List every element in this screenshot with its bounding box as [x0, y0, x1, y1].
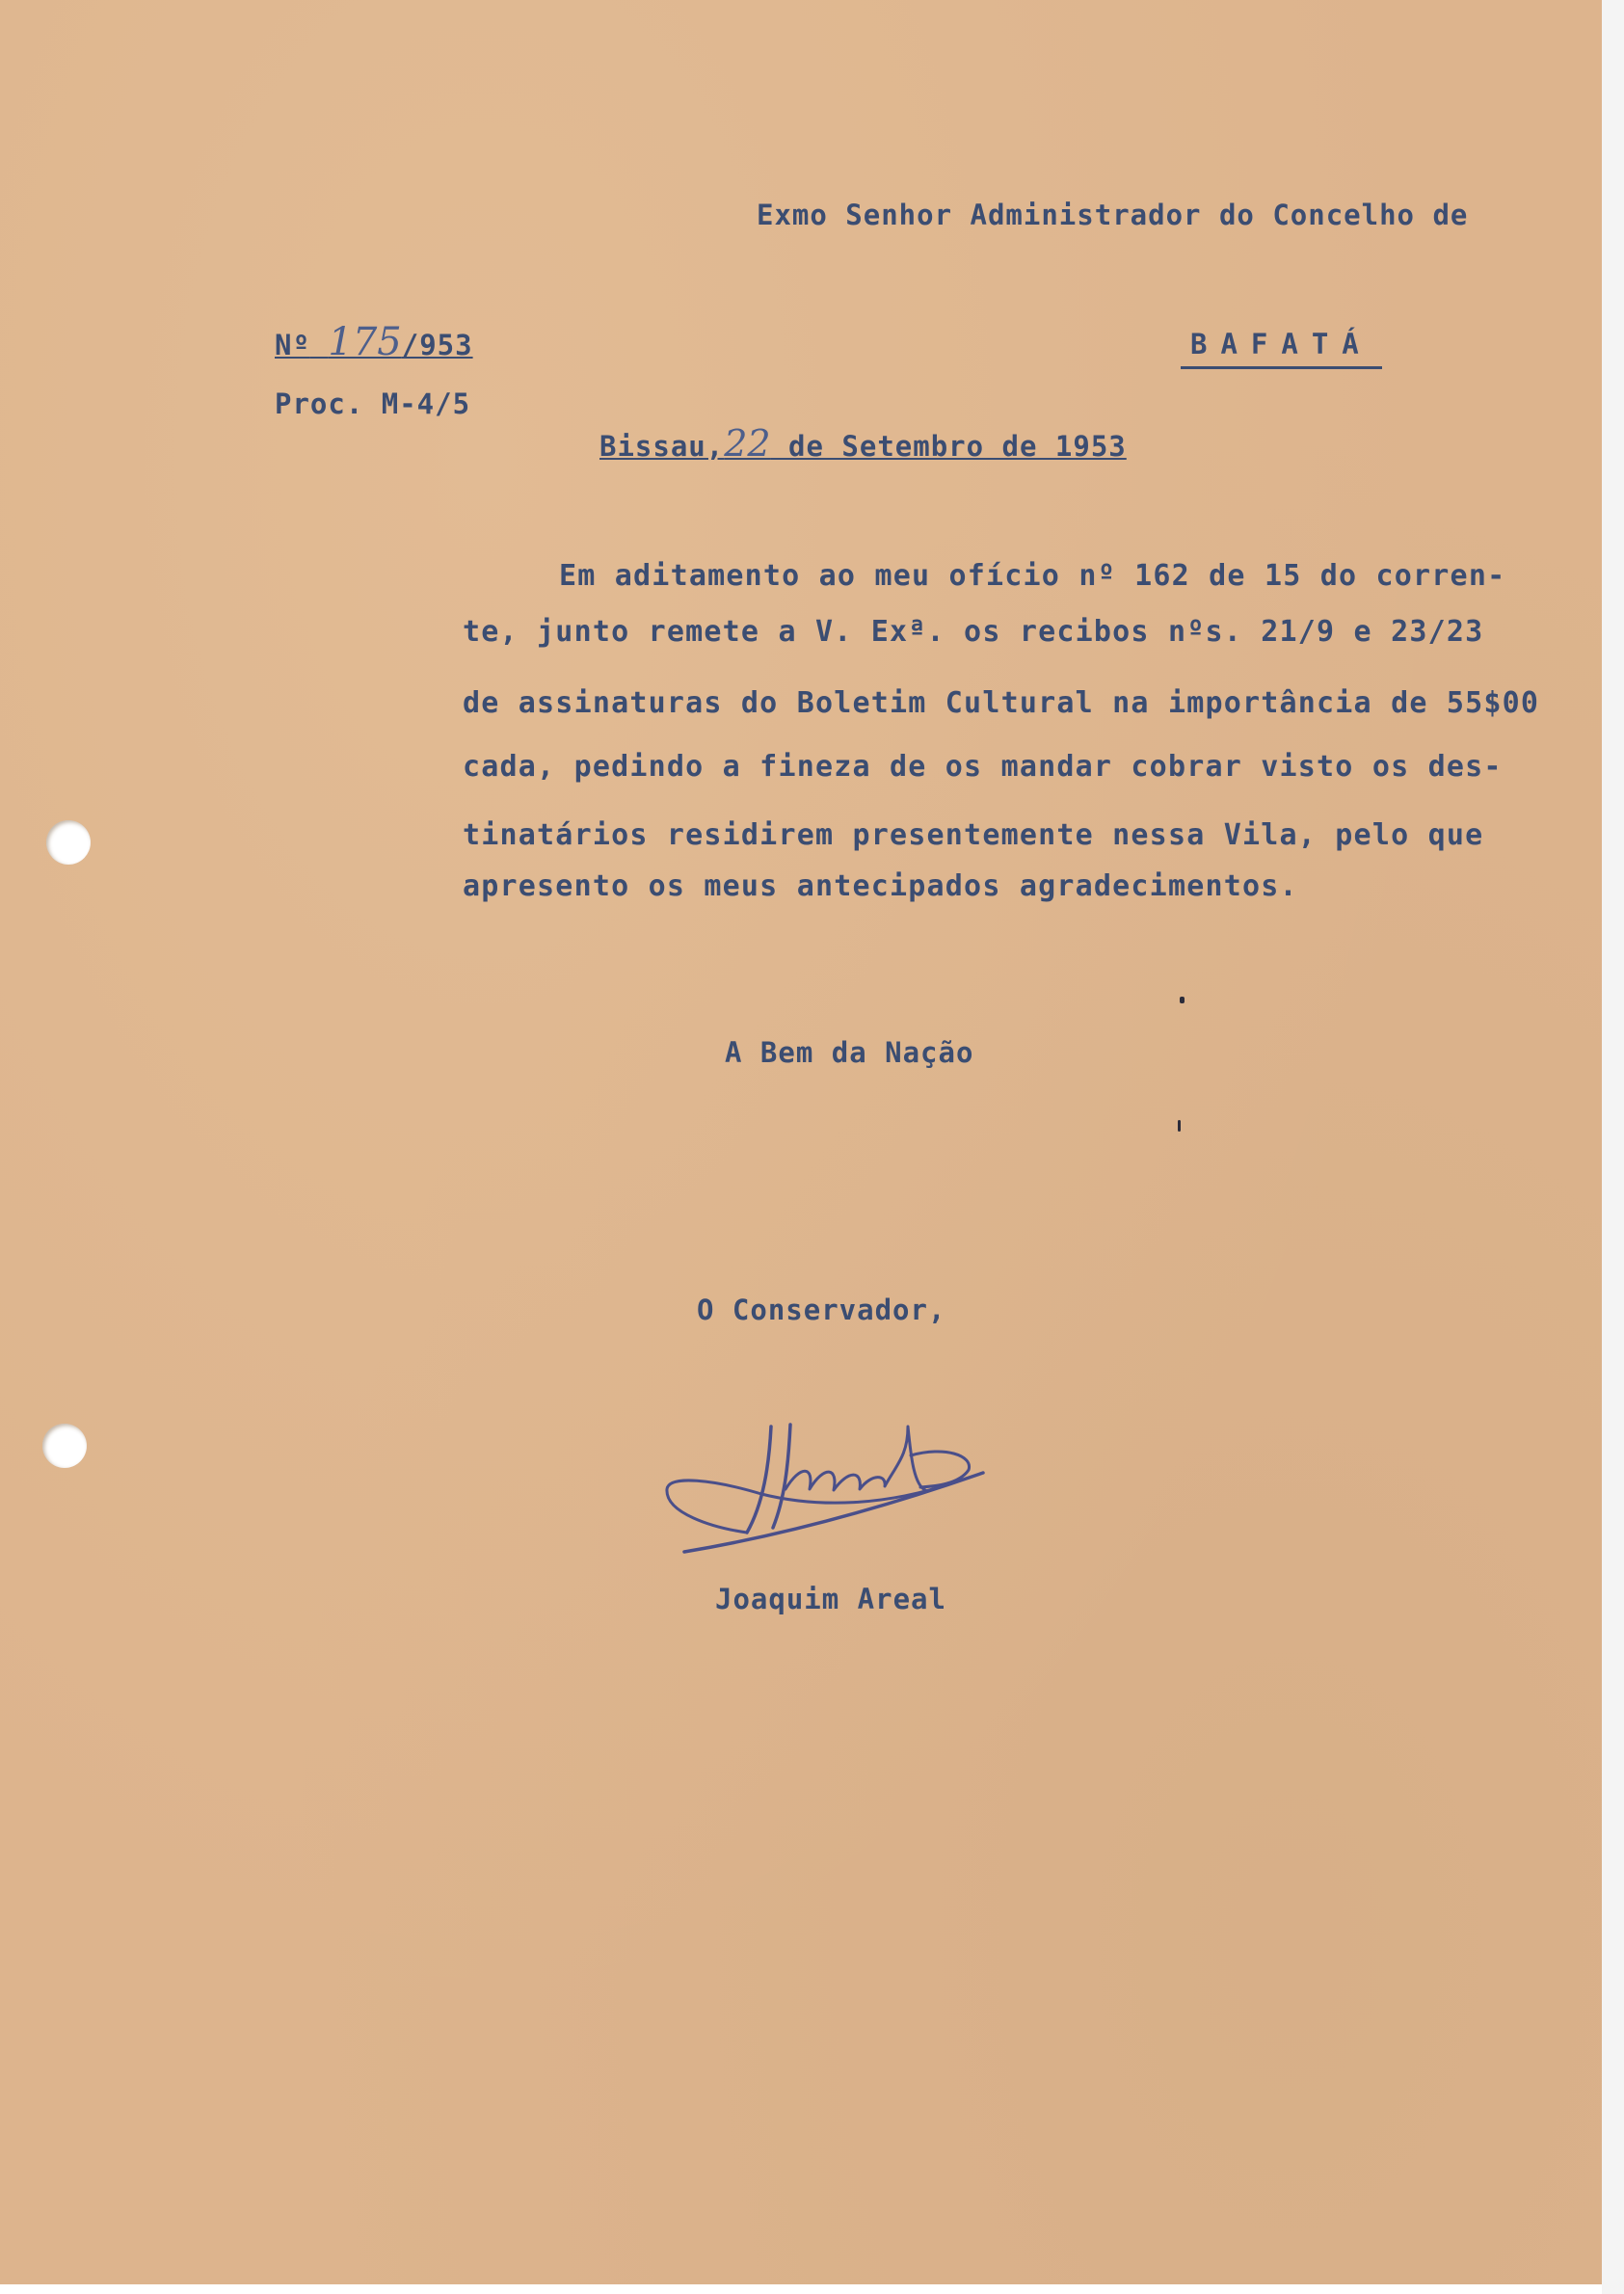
addressee-line: Exmo Senhor Administrador do Concelho de	[757, 199, 1469, 231]
closing-salutation: A Bem da Nação	[725, 1036, 974, 1069]
process-reference: Proc. M-4/5	[275, 387, 471, 420]
punch-hole-icon	[42, 1424, 87, 1468]
reference-suffix: /953	[401, 329, 473, 361]
body-line: de assinaturas do Boletim Cultural na importância de 55$00	[463, 686, 1540, 720]
body-line: cada, pedindo a fineza de os mandar cobrar visto os des-	[463, 750, 1503, 784]
punch-hole-icon	[46, 820, 91, 865]
signature-icon	[655, 1398, 1002, 1561]
ink-speck	[1180, 997, 1185, 1003]
date-place: Bissau,	[599, 430, 725, 463]
body-line: te, junto remete a V. Exª. os recibos nºs. 21/9 e 23/23	[463, 615, 1484, 649]
reference-prefix: Nº	[275, 329, 310, 361]
date-line	[599, 422, 1127, 465]
scan-background-edge	[1602, 0, 1624, 2294]
reference-number	[275, 320, 473, 364]
body-line: Em aditamento ao meu ofício nº 162 de 15 do corren-	[559, 559, 1506, 593]
date-handwritten-day: 22	[724, 422, 771, 465]
ink-speck	[1178, 1120, 1181, 1132]
body-line: tinatários residirem presentemente nessa Vila, pelo que	[463, 818, 1484, 852]
reference-handwritten-number: 175	[328, 320, 402, 364]
signer-name: Joaquim Areal	[715, 1583, 946, 1615]
destination-town: BAFATÁ	[1181, 328, 1382, 369]
date-month-year: de Setembro de 1953	[770, 430, 1127, 463]
body-line: apresento os meus antecipados agradecimentos.	[463, 869, 1298, 903]
signer-title: O Conservador,	[697, 1294, 946, 1326]
